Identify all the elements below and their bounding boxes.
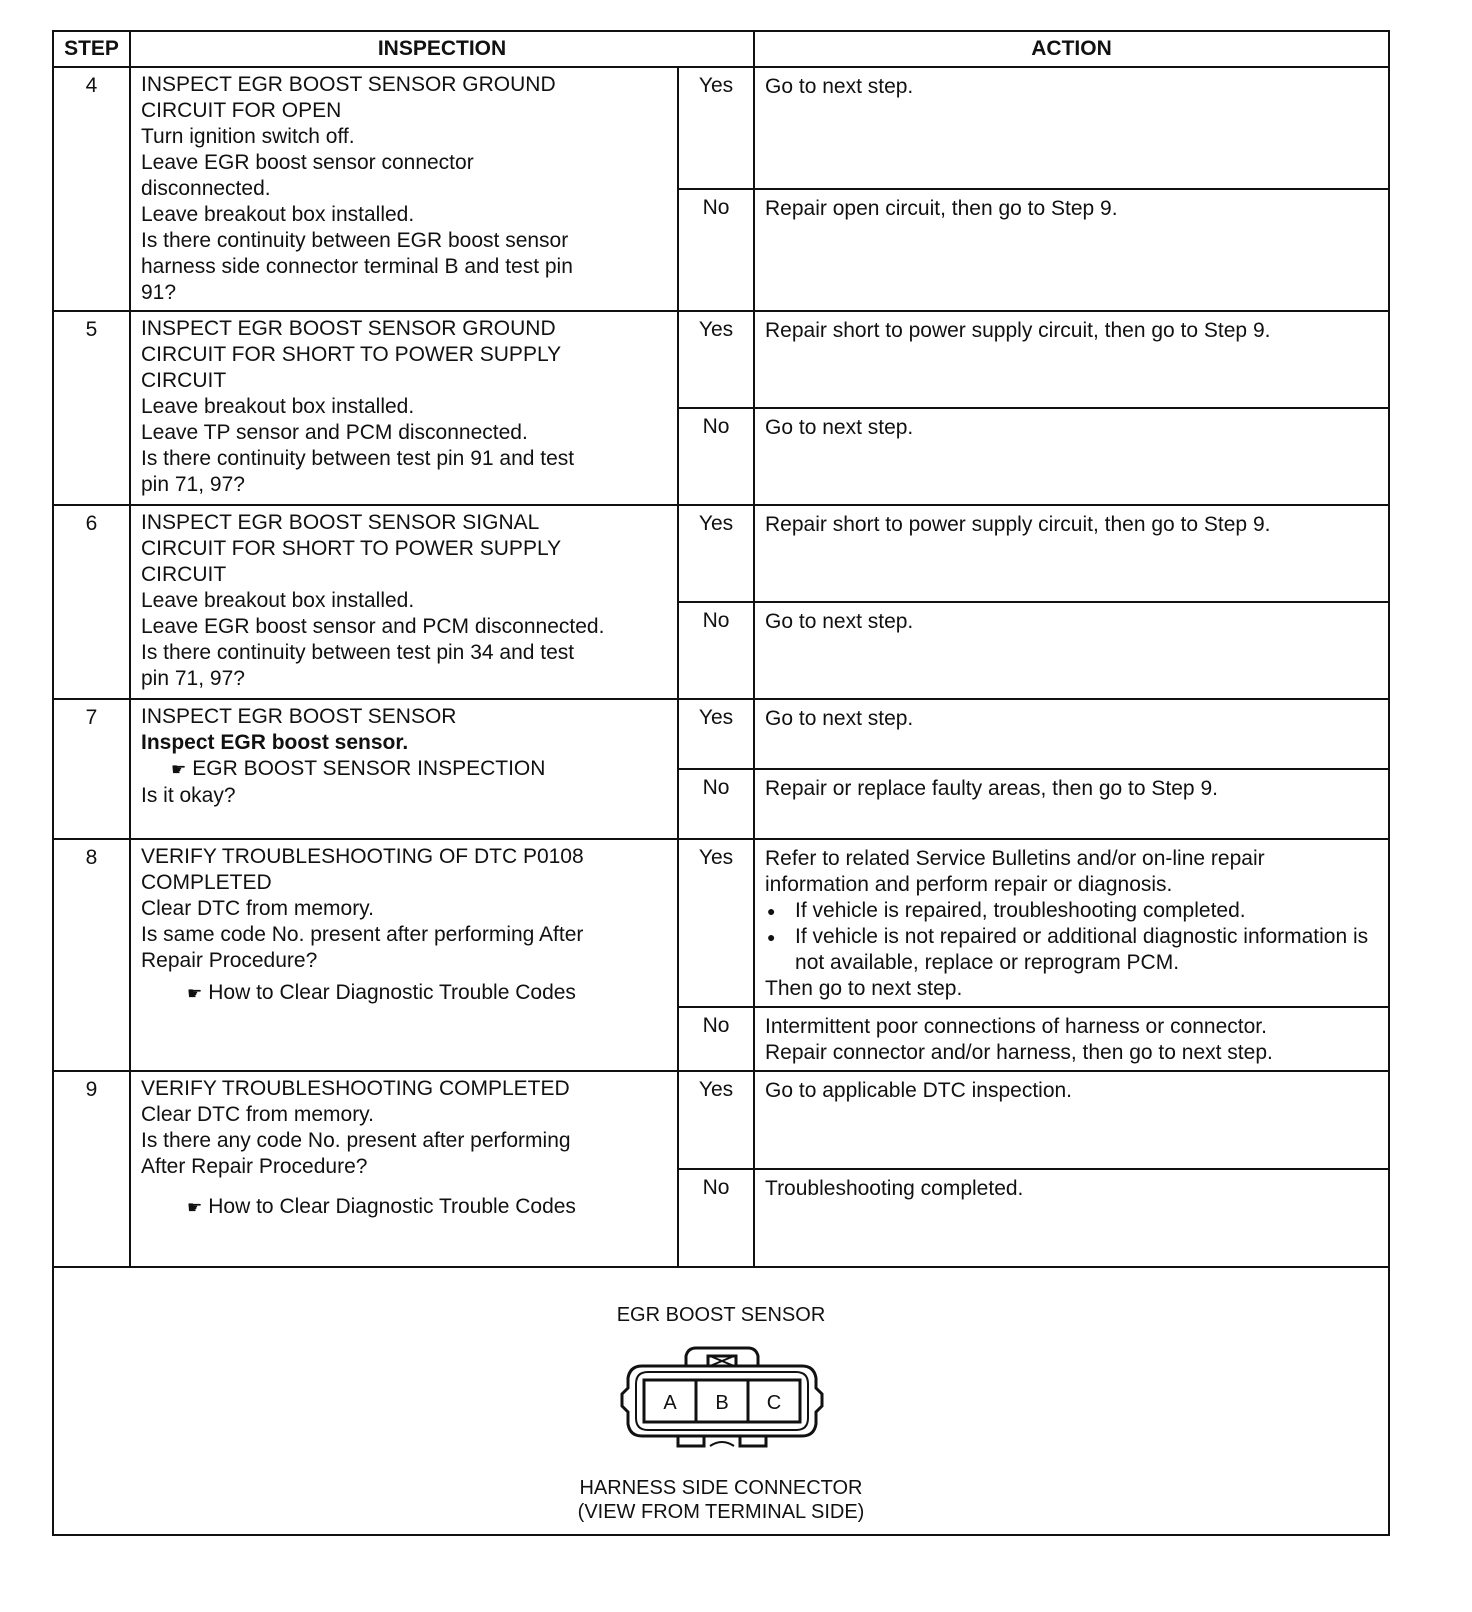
inspection-line: pin 71, 97? (141, 473, 245, 496)
inspection-line: Is there continuity between test pin 34 and test (141, 641, 575, 664)
inspection-line: Leave TP sensor and PCM disconnected. (141, 421, 528, 444)
inspection-cell (130, 505, 678, 699)
table-row (54, 311, 1388, 408)
inspection-line: INSPECT EGR BOOST SENSOR (141, 705, 457, 728)
table-row (54, 839, 1388, 1007)
inspection-cell (130, 311, 678, 505)
yes-label: Yes (678, 505, 754, 602)
inspection-cell (130, 67, 678, 311)
inspection-line: After Repair Procedure? (141, 1155, 368, 1178)
yes-action: Go to next step. (754, 699, 1388, 769)
pointing-hand-icon: ☛ (187, 984, 203, 1003)
procedure-table (54, 32, 1388, 1268)
action-bullet: ● If vehicle is repaired, troubleshooting completed. (765, 898, 1378, 924)
inspection-line: Inspect EGR boost sensor. (141, 731, 409, 754)
step-number: 4 (54, 67, 130, 311)
inspection-line: Clear DTC from memory. (141, 897, 374, 920)
figure-caption (54, 1476, 1388, 1524)
inspection-line: Is there any code No. present after performing (141, 1129, 571, 1152)
inspection-line: Leave breakout box installed. (141, 395, 415, 418)
caption-line: HARNESS SIDE CONNECTOR (579, 1477, 863, 1499)
reference-line (141, 1194, 667, 1221)
inspection-cell (130, 839, 678, 1071)
no-label: No (678, 1169, 754, 1267)
yes-label: Yes (678, 1071, 754, 1169)
inspection-line: harness side connector terminal B and test pin (141, 255, 573, 278)
inspection-line: Is it okay? (141, 784, 236, 807)
action-line: Then go to next step. (765, 977, 963, 1000)
inspection-line: Leave EGR boost sensor connector (141, 151, 474, 174)
caption-line: (VIEW FROM TERMINAL SIDE) (577, 1501, 865, 1523)
inspection-line: 91? (141, 281, 177, 304)
connector-diagram (616, 1342, 828, 1460)
step-number: 9 (54, 1071, 130, 1267)
no-action: Repair open circuit, then go to Step 9. (754, 189, 1388, 311)
inspection-cell (130, 1071, 678, 1267)
table-row (54, 1071, 1388, 1169)
yes-action: Go to applicable DTC inspection. (754, 1071, 1388, 1169)
no-action: Repair or replace faulty areas, then go to Step 9. (754, 769, 1388, 839)
no-label: No (678, 408, 754, 505)
no-action: Go to next step. (754, 602, 1388, 699)
terminal-label-b: B (715, 1392, 729, 1414)
inspection-line: VERIFY TROUBLESHOOTING COMPLETED (141, 1077, 570, 1100)
table-header-row (54, 32, 1388, 67)
inspection-line: COMPLETED (141, 871, 272, 894)
inspection-line: VERIFY TROUBLESHOOTING OF DTC P0108 (141, 845, 584, 868)
inspection-line: Is there continuity between test pin 91 and test (141, 447, 575, 470)
terminal-label-a: A (663, 1392, 677, 1414)
inspection-line: INSPECT EGR BOOST SENSOR SIGNAL (141, 511, 540, 534)
inspection-line: Leave breakout box installed. (141, 203, 415, 226)
action-bullet-list (765, 898, 1378, 976)
yes-action: Go to next step. (754, 67, 1388, 189)
no-action: Go to next step. (754, 408, 1388, 505)
inspection-line: Repair Procedure? (141, 949, 318, 972)
inspection-cell (130, 699, 678, 839)
yes-label: Yes (678, 699, 754, 769)
inspection-line: CIRCUIT FOR SHORT TO POWER SUPPLY (141, 343, 562, 366)
header-inspection: INSPECTION (130, 32, 754, 67)
reference-link[interactable]: How to Clear Diagnostic Trouble Codes (208, 981, 576, 1004)
yes-action: Repair short to power supply circuit, then go to Step 9. (754, 505, 1388, 602)
terminal-label-c: C (766, 1392, 782, 1414)
action-line: Refer to related Service Bulletins and/or on-line repair (765, 847, 1265, 870)
no-label: No (678, 189, 754, 311)
inspection-line: Turn ignition switch off. (141, 125, 355, 148)
action-line: information and perform repair or diagnosis. (765, 873, 1173, 896)
action-bullet: ● If vehicle is not repaired or additional diagnostic information is not available, replace or reprogram PCM. (765, 924, 1378, 976)
inspection-line: pin 71, 97? (141, 667, 245, 690)
no-label: No (678, 769, 754, 839)
no-label: No (678, 1007, 754, 1071)
inspection-line: Leave EGR boost sensor and PCM disconnected. (141, 615, 605, 638)
inspection-line: CIRCUIT FOR OPEN (141, 99, 342, 122)
pointing-hand-icon: ☛ (187, 1198, 203, 1217)
inspection-line: INSPECT EGR BOOST SENSOR GROUND (141, 317, 556, 340)
inspection-line: INSPECT EGR BOOST SENSOR GROUND (141, 73, 556, 96)
inspection-line: CIRCUIT FOR SHORT TO POWER SUPPLY (141, 537, 562, 560)
action-line: Repair connector and/or harness, then go to next step. (765, 1041, 1273, 1064)
yes-label: Yes (678, 67, 754, 189)
yes-action (754, 839, 1388, 1007)
step-number: 6 (54, 505, 130, 699)
header-action: ACTION (754, 32, 1388, 67)
step-number: 5 (54, 311, 130, 505)
no-label: No (678, 602, 754, 699)
no-action: Troubleshooting completed. (754, 1169, 1388, 1267)
connector-figure (54, 1268, 1388, 1534)
inspection-line: CIRCUIT (141, 369, 227, 392)
step-number: 7 (54, 699, 130, 839)
diagnostic-procedure-sheet (52, 30, 1390, 1536)
inspection-line: Clear DTC from memory. (141, 1103, 374, 1126)
inspection-line: Is there continuity between EGR boost sensor (141, 229, 569, 252)
table-row (54, 505, 1388, 602)
table-row (54, 699, 1388, 769)
reference-link[interactable]: How to Clear Diagnostic Trouble Codes (208, 1195, 576, 1218)
inspection-line: disconnected. (141, 177, 271, 200)
no-action (754, 1007, 1388, 1071)
pointing-hand-icon: ☛ (171, 760, 187, 779)
yes-action: Repair short to power supply circuit, then go to Step 9. (754, 311, 1388, 408)
table-row (54, 67, 1388, 189)
reference-line (141, 756, 667, 783)
inspection-line: Leave breakout box installed. (141, 589, 415, 612)
inspection-line: Is same code No. present after performing After (141, 923, 584, 946)
inspection-line: CIRCUIT (141, 563, 227, 586)
header-step: STEP (54, 32, 130, 67)
reference-line (141, 980, 667, 1007)
figure-title: EGR BOOST SENSOR (616, 1304, 826, 1326)
reference-link[interactable]: EGR BOOST SENSOR INSPECTION (192, 757, 546, 780)
yes-label: Yes (678, 311, 754, 408)
action-line: Intermittent poor connections of harness or connector. (765, 1015, 1267, 1038)
step-number: 8 (54, 839, 130, 1071)
yes-label: Yes (678, 839, 754, 1007)
